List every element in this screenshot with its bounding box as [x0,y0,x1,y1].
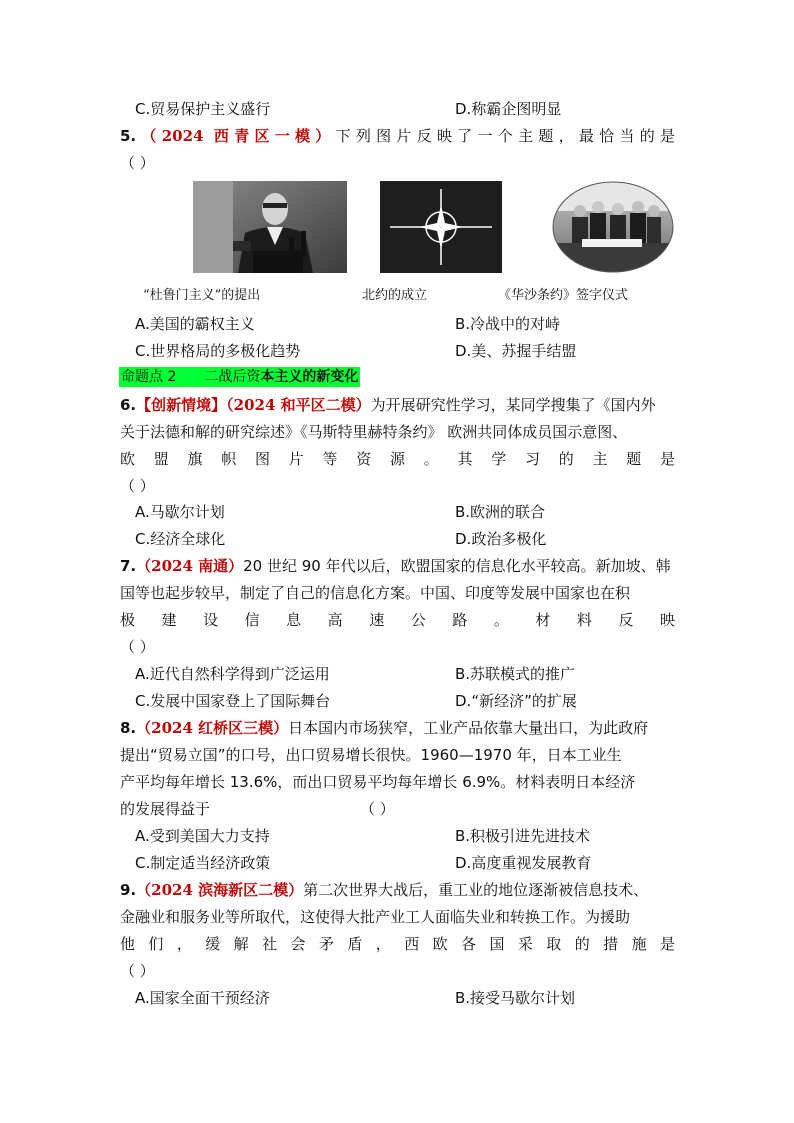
q6-number: 6. [120,396,137,414]
topic-text: 二战后资 [204,369,261,385]
q5-stem: 下列图片反映了一个主题，最恰当的是 [335,127,675,145]
q9-option-a[interactable]: A.国家全面干预经济 [135,989,270,1007]
q8-answer-paren: （ ） [360,800,395,818]
q5-option-d[interactable]: D.美、苏握手结盟 [455,342,577,360]
topic-label: 命题点 2 [121,369,177,385]
q7-text-1: 20 世纪 90 年代以后，欧盟国家的信息化水平较高。新加坡、韩 [243,557,671,575]
q5-answer-paren: （ ） [120,154,155,172]
q8-line-4 [120,798,395,820]
q9-line-2: 金融业和服务业等所取代，这使得大批产业工人面临失业和转换工作。为援助 [120,908,631,926]
q6-option-a[interactable]: A.马歇尔计划 [135,503,225,521]
caption-truman-doctrine: “杜鲁门主义”的提出 [143,288,261,303]
q7-answer-paren: （ ） [120,638,155,656]
q7-option-d[interactable]: D.“新经济”的扩展 [455,692,577,710]
q6-line-3: 欧盟旗帜图片等资源。其学习的主题是 [120,450,675,468]
q8-line-1 [120,717,648,739]
q9-option-b[interactable]: B.接受马歇尔计划 [455,989,576,1007]
truman-photo [193,181,347,273]
q6-line-1 [120,394,656,416]
topic-heading [119,367,360,387]
q7-source: （2024 南通） [136,557,244,575]
q5-number: 5. [120,127,137,145]
warsaw-pact-photo [552,181,674,273]
topic-text-bold: 本主义的新变化 [260,369,359,385]
q5-source: （2024 西青区一模） [136,127,336,145]
q6-option-d[interactable]: D.政治多极化 [455,530,547,548]
q6-option-c[interactable]: C.经济全球化 [135,530,226,548]
q7-line-2: 国等也起步较早，制定了自己的信息化方案。中国、印度等发展中国家也在积 [120,584,631,602]
q9-answer-paren: （ ） [120,962,155,980]
q7-option-b[interactable]: B.苏联模式的推广 [455,665,576,683]
q5-option-b[interactable]: B.冷战中的对峙 [455,315,561,333]
q7-number: 7. [120,557,137,575]
q5-option-c[interactable]: C.世界格局的多极化趋势 [135,342,301,360]
q7-option-a[interactable]: A.近代自然科学得到广泛运用 [135,665,330,683]
nato-flag [380,181,502,273]
q9-source: （2024 滨海新区二模） [136,881,304,899]
q8-option-d[interactable]: D.高度重视发展教育 [455,854,592,872]
caption-warsaw-pact: 《华沙条约》签字仪式 [498,288,629,303]
caption-nato: 北约的成立 [362,288,428,303]
q6-tag: 【创新情境】 [136,396,227,414]
q8-option-a[interactable]: A.受到美国大力支持 [135,827,270,845]
q7-line-1 [120,555,671,577]
q5-option-a[interactable]: A.美国的霸权主义 [135,315,255,333]
q7-line-3: 极建设信息高速公路。材料反映 [120,611,675,629]
q8-source: （2024 红桥区三模） [136,719,289,737]
q8-line-2: 提出“贸易立国”的口号，出口贸易增长很快。1960—1970 年，日本工业生 [120,746,622,764]
q4-option-d[interactable]: D.称霸企图明显 [455,100,562,118]
q7-option-c[interactable]: C.发展中国家登上了国际舞台 [135,692,331,710]
q9-line-1 [120,879,648,901]
q9-number: 9. [120,881,137,899]
q6-text-1: 为开展研究性学习，某同学搜集了《国内外 [370,396,656,414]
q8-option-c[interactable]: C.制定适当经济政策 [135,854,271,872]
q6-option-b[interactable]: B.欧洲的联合 [455,503,546,521]
q5-stem-line [120,125,675,147]
q8-number: 8. [120,719,137,737]
q9-line-3: 他们，缓解社会矛盾，西欧各国采取的措施是 [120,935,675,953]
q8-text-1: 日本国内市场狭窄，工业产品依靠大量出口，为此政府 [288,719,649,737]
q8-line-3: 产平均每年增长 13.6%，而出口贸易平均每年增长 6.9%。材料表明日本经济 [120,773,636,791]
q8-option-b[interactable]: B.积极引进先进技术 [455,827,591,845]
q9-text-1: 第二次世界大战后，重工业的地位逐渐被信息技术、 [303,881,649,899]
q6-source: （2024 和平区二模） [226,396,371,414]
q6-answer-paren: （ ） [120,477,155,495]
q6-line-2: 关于法德和解的研究综述》《马斯特里赫特条约》 欧洲共同体成员国示意图、 [120,423,628,441]
q4-option-c[interactable]: C.贸易保护主义盛行 [135,100,271,118]
q8-text-4: 的发展得益于 [120,800,211,818]
